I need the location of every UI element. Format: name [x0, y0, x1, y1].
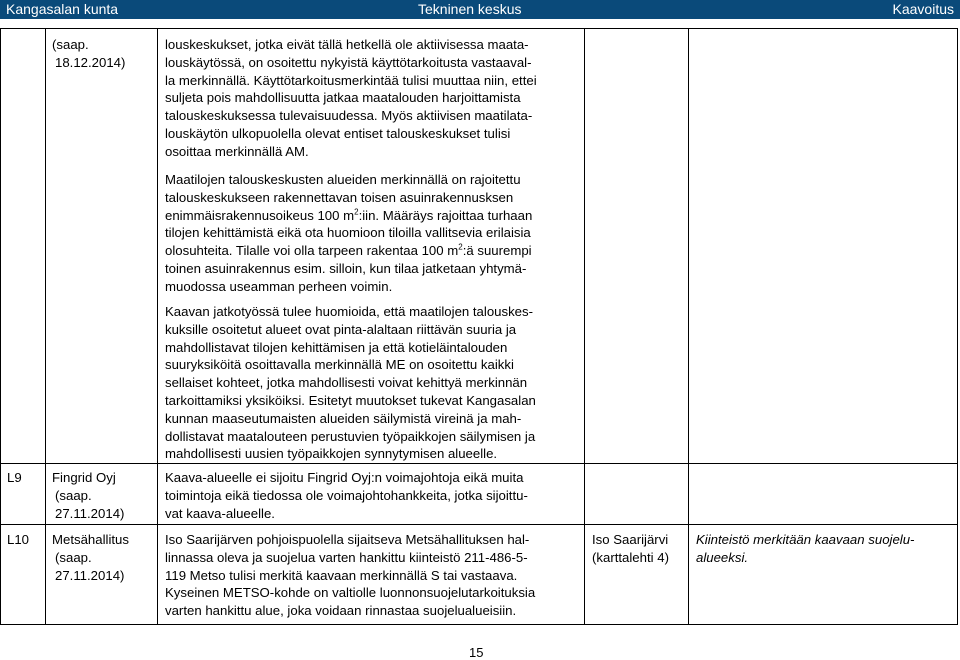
row-l9-source: Fingrid Oyj (saap. 27.11.2014) [52, 470, 125, 521]
header-unit: Kaavoitus [892, 1, 954, 17]
row-l10-location: Iso Saarijärvi (karttalehti 4) [592, 532, 669, 565]
row-l10-id: L10 [7, 532, 30, 547]
table-border-left [0, 28, 1, 624]
table-divider-1 [45, 28, 46, 624]
row1-source: (saap. 18.12.2014) [52, 37, 126, 70]
table-divider-3 [584, 28, 585, 624]
row1-paragraph-2: Maatilojen talouskeskusten alueiden merkinnällä on rajoitettu talouskeskukseen rakennettavan toisen asuinrakennusksen enimmäisrakennusoikeus 100 $m^2:iin$. Määräys rajoittaa turhaan tilojen kehittämistä eikä ota huomioon tiloilla vallitsevia erilaisia olosuhteita. Tilalle voi olla tarpeen rakentaa 100 $m^2:ä$ suurempi toinen asuinrakennus esim. silloin, kun tilaa jatketaan yhtymä- muodossa useamman perheen voimin. [165, 172, 533, 294]
table-border-top [0, 28, 958, 29]
table-divider-4 [688, 28, 689, 624]
row-l10-statement: Iso Saarijärven pohjoispuolella sijaitseva Metsähallituksen hal- linnassa oleva ja suojelua varten hankittu kiinteistö 211-486-5- 119 Metso tulisi merkitä kaavaan merkinnällä S tai vastaava. Kyseinen METSO-kohde on valtiolle luonnonsuojelutarkoituksia varten hankittu alue, joka voidaan rinnastaa suojelualueisiin. [165, 532, 536, 619]
page-number: 15 [469, 645, 484, 660]
table-border-right [957, 28, 958, 624]
header-department: Tekninen keskus [418, 1, 522, 17]
header-municipality: Kangasalan kunta [6, 1, 119, 17]
row-l10-response: Kiinteistö merkitään kaavaan suojelu- alueeksi. [696, 532, 915, 565]
table-divider-2 [157, 28, 158, 624]
row1-paragraph-1: louskeskukset, jotka eivät tällä hetkellä ole aktiivisessa maata- louskäytössä, on osoitettu nykyistä käyttötarkoitusta vastaaval- la merkinnällä. Käyttötarkoitusmerkintää tulisi muuttaa niin, ettei suljeta pois mahdollisuutta jatkaa maatalouden harjoittamista talouskeskuksessa tulevaisuudessa. Myös aktiivisen maatilata- louskäytön ulkopuolella olevat entiset talouskeskukset tulisi osoittaa merkinnällä AM. [165, 37, 537, 159]
row-l9-statement: Kaava-alueelle ei sijoitu Fingrid Oyj:n voimajohtoja eikä muita toimintoja eikä tiedossa ole voimajohtohankkeita, jotka sijoittu- vat kaava-alueelle. [165, 470, 528, 521]
row-divider-2 [0, 524, 958, 525]
row1-paragraph-3: Kaavan jatkotyössä tulee huomioida, että maatilojen talouskes- kuksille osoitetut alueet ovat pinta-alaltaan riittävän suuria ja mahdollistavat tilojen kehittämisen ja että kotieläintalouden suuryksiköitä osoittavalla merkinnällä ME on osoitettu kaikki sellaiset kohteet, jotka mahdollisesti voivat kehittyä merkinnän tarkoittamiksi yksiköiksi. Esitetyt muutokset tukevat Kangasalan kunnan maaseutumaisten alueiden säilymistä vireinä ja mah- dollistavat maatalouteen perustuvien työpaikkojen säilymisen ja mahdollisesti uusien työpaikkojen synnytymisen alueelle. [165, 304, 536, 462]
row-l10-source: Metsähallitus (saap. 27.11.2014) [52, 532, 129, 583]
table-border-bottom [0, 624, 958, 625]
row-l9-id: L9 [7, 470, 22, 485]
page-header [0, 0, 960, 19]
